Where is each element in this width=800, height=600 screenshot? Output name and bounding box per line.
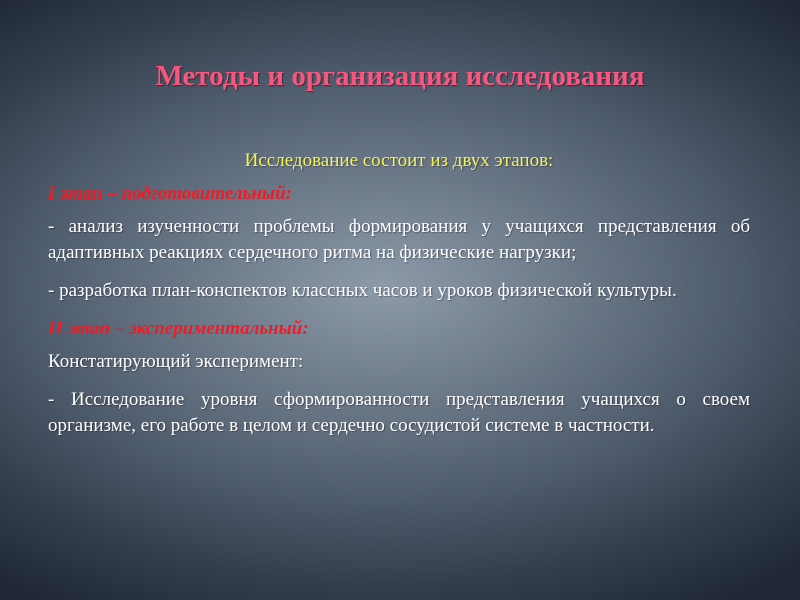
stage-1-item-2: - разработка план-конспектов классных часов и уроков физической культуры. xyxy=(48,280,677,301)
slide-content xyxy=(48,148,750,451)
stage-1-heading: I этап – подготовительный: xyxy=(48,183,293,204)
intro-text: Исследование состоит из двух этапов: xyxy=(244,150,554,171)
stage-2-item-1: - Исследование уровня сформированности представления учащихся о своем организме, его работе в целом и сердечно сосудистой системе в частности. xyxy=(48,389,750,436)
slide-title: Методы и организация исследования xyxy=(155,60,645,92)
stage-1-item-1: - анализ изученности проблемы формирования у учащихся представления об адаптивных реакциях сердечного ритма на физические нагрузки; xyxy=(48,216,750,263)
stage-2-subheading: Констатирующий эксперимент: xyxy=(48,351,304,372)
stage-2-heading: II этап – экспериментальный: xyxy=(48,318,309,339)
